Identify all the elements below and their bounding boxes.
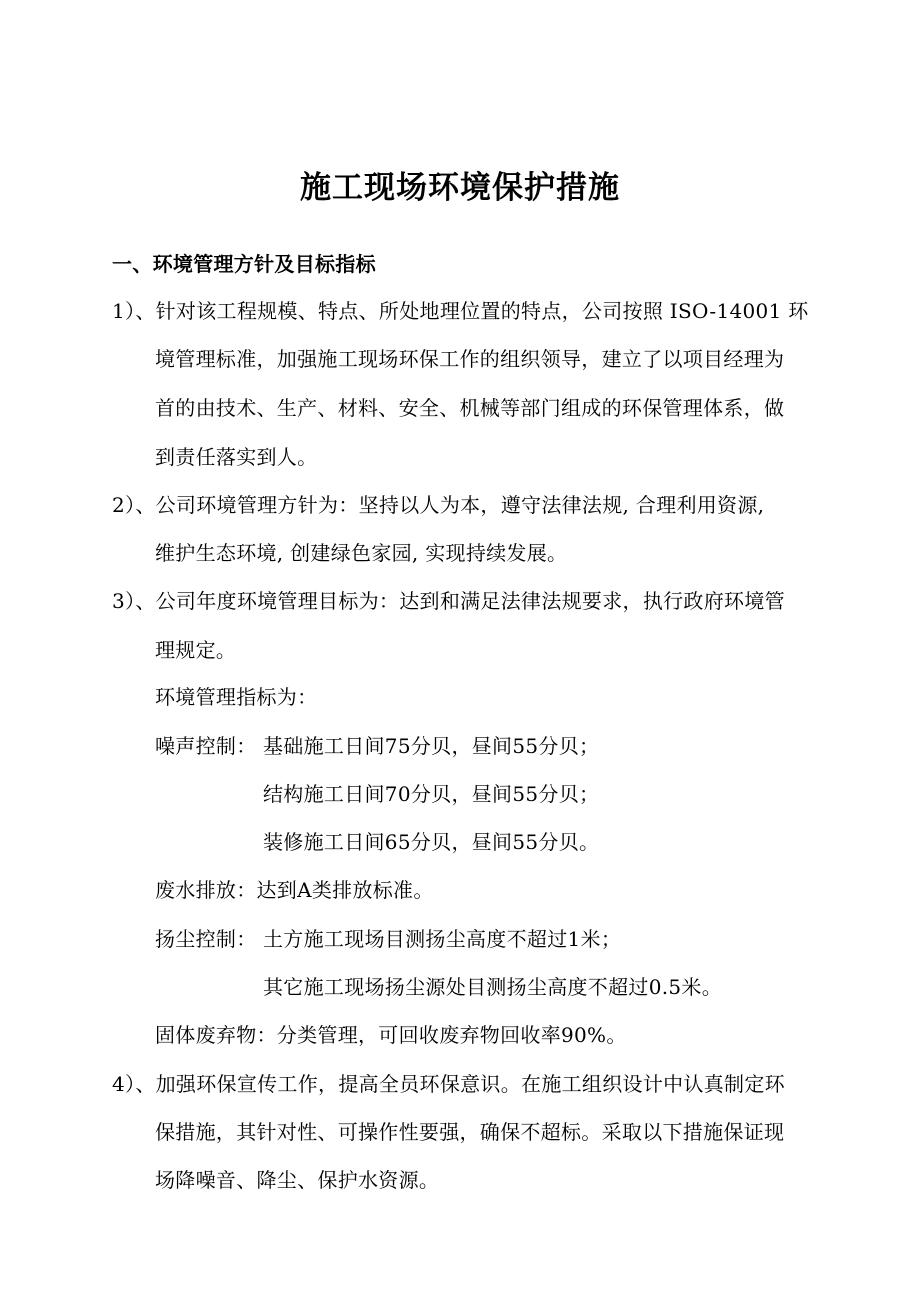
paragraph-4-line-3: 场降噪音、降尘、保护水资源。	[155, 1168, 440, 1192]
paragraph-2-line-1: 2）、公司环境管理方针为：坚持以人为本，遵守法律法规, 合理利用资源,	[112, 493, 765, 517]
paragraph-1-line-2: 境管理标准，加强施工现场环保工作的组织领导，建立了以项目经理为	[155, 347, 785, 371]
noise-control-item-2: 结构施工日间70分贝，昼间55分贝；	[263, 782, 600, 806]
paragraph-4-line-1: 4）、加强环保宣传工作，提高全员环保意识。在施工组织设计中认真制定环	[112, 1072, 785, 1096]
noise-control-item-3: 装修施工日间65分贝，昼间55分贝。	[263, 830, 600, 854]
noise-control-item-1: 基础施工日间75分贝，昼间55分贝；	[263, 734, 600, 758]
section-heading: 一、环境管理方针及目标指标	[112, 252, 376, 276]
paragraph-3-line-2: 理规定。	[155, 638, 237, 662]
paragraph-4-line-2: 保措施，其针对性、可操作性要强，确保不超标。采取以下措施保证现	[155, 1120, 785, 1144]
paragraph-2-line-2: 维护生态环境, 创建绿色家园, 实现持续发展。	[155, 541, 568, 565]
paragraph-1-line-3: 首的由技术、生产、材料、安全、机械等部门组成的环保管理体系，做	[155, 396, 785, 420]
indicators-intro: 环境管理指标为：	[155, 685, 318, 709]
paragraph-1-line-4: 到责任落实到人。	[155, 445, 318, 469]
paragraph-3-line-1: 3）、公司年度环境管理目标为：达到和满足法律法规要求，执行政府环境管	[112, 589, 785, 613]
solid-waste: 固体废弃物：分类管理，可回收废弃物回收率90%。	[155, 1023, 627, 1047]
paragraph-1-line-1: 1）、针对该工程规模、特点、所处地理位置的特点，公司按照 ISO-14001 环	[112, 299, 809, 323]
dust-control-label: 扬尘控制：	[155, 927, 257, 951]
wastewater-discharge: 废水排放：达到A类排放标准。	[155, 878, 434, 902]
dust-control-item-1: 土方施工现场目测扬尘高度不超过1米；	[263, 927, 622, 951]
dust-control-item-2: 其它施工现场扬尘源处目测扬尘高度不超过0.5米。	[263, 975, 723, 999]
page-title: 施工现场环境保护措施	[300, 170, 620, 206]
noise-control-label: 噪声控制：	[155, 734, 257, 758]
